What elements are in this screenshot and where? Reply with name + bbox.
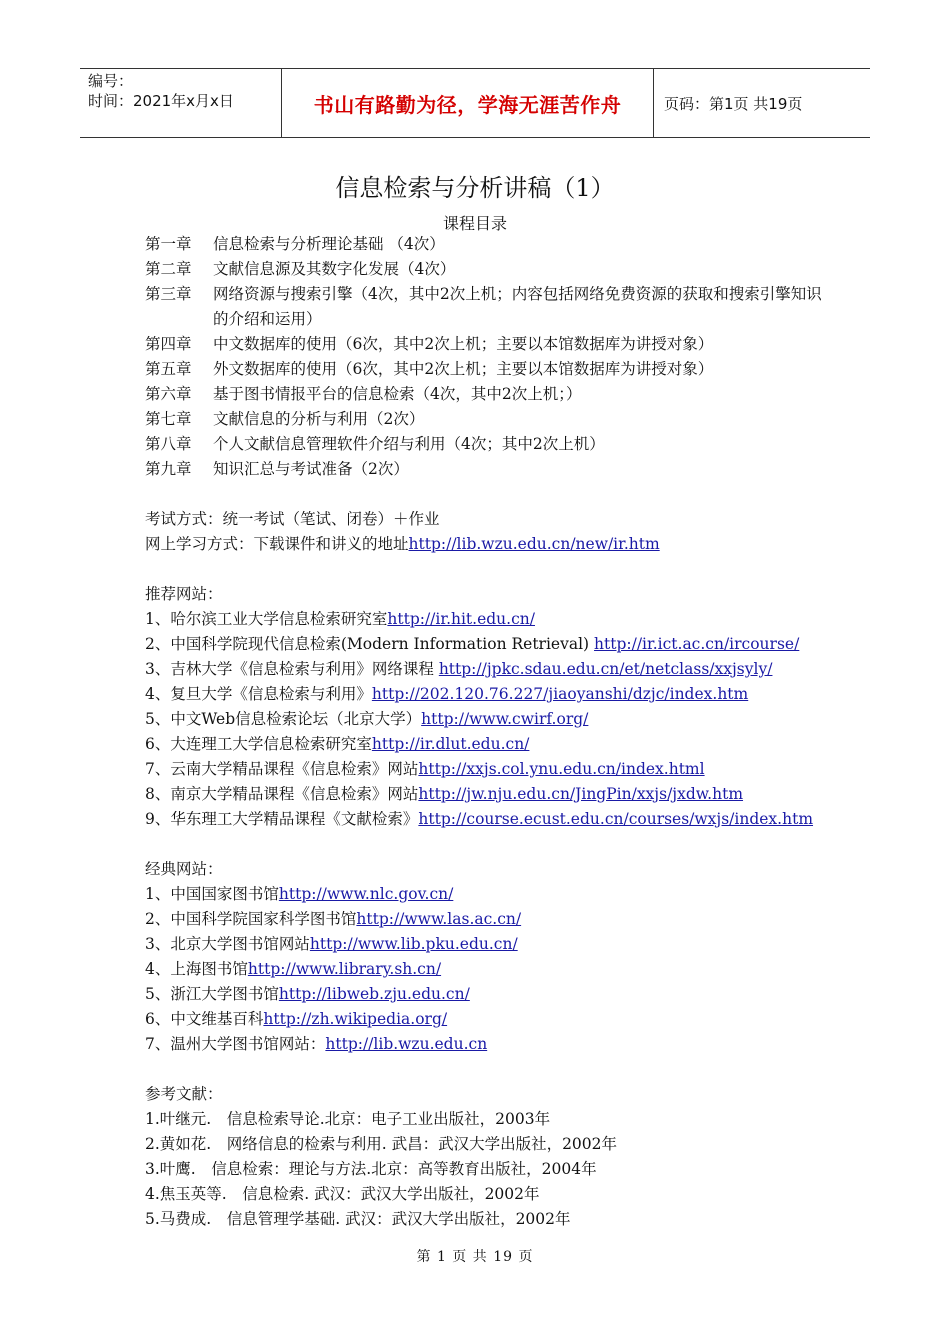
site-name: 6、大连理工大学信息检索研究室 bbox=[145, 735, 372, 753]
site-link[interactable]: http://www.library.sh.cn/ bbox=[247, 960, 442, 978]
site-link[interactable]: http://lib.wzu.edu.cn bbox=[325, 1035, 488, 1053]
toc-chapter-title: 信息检索与分析理论基础 （4次） bbox=[213, 235, 445, 253]
toc-chapter-title: 网络资源与搜索引擎（4次，其中2次上机；内容包括网络免费资源的获取和搜索引擎知识的介绍和运用） bbox=[213, 285, 822, 328]
site-link[interactable]: http://ir.hit.edu.cn/ bbox=[387, 610, 535, 628]
classic-item bbox=[145, 957, 825, 982]
recommended-heading: 推荐网站： bbox=[145, 585, 223, 603]
document-title: 信息检索与分析讲稿（1） bbox=[335, 174, 615, 202]
site-link[interactable]: http://jw.nju.edu.cn/JingPin/xxjs/jxdw.htm bbox=[418, 785, 744, 803]
site-name: 7、云南大学精品课程《信息检索》网站 bbox=[145, 760, 419, 778]
toc-item bbox=[145, 332, 825, 357]
references-heading: 参考文献： bbox=[145, 1085, 223, 1103]
online-study bbox=[145, 532, 825, 557]
classic-heading: 经典网站： bbox=[145, 860, 223, 878]
site-name: 1、中国国家图书馆 bbox=[145, 885, 279, 903]
toc-item bbox=[145, 382, 825, 407]
recommended-item bbox=[145, 682, 825, 707]
site-name: 8、南京大学精品课程《信息检索》网站 bbox=[145, 785, 419, 803]
site-link[interactable]: http://libweb.zju.edu.cn/ bbox=[278, 985, 470, 1003]
site-link[interactable]: http://www.las.ac.cn/ bbox=[356, 910, 522, 928]
toc-chapter-number: 第六章 bbox=[145, 385, 192, 403]
classic-item bbox=[145, 932, 825, 957]
site-name: 4、复旦大学《信息检索与利用》 bbox=[145, 685, 372, 703]
online-study-link[interactable]: http://lib.wzu.edu.cn/new/ir.htm bbox=[408, 535, 660, 553]
site-link[interactable]: http://course.ecust.edu.cn/courses/wxjs/index.htm bbox=[418, 810, 814, 828]
toc-item bbox=[145, 432, 825, 457]
header-motto: 书山有路勤为径，学海无涯苦作舟 bbox=[282, 69, 654, 137]
header-page-info: 页码：第1页 共19页 bbox=[664, 94, 803, 113]
classic-list bbox=[145, 882, 825, 1057]
site-name: 9、华东理工大学精品课程《文献检索》 bbox=[145, 810, 419, 828]
toc-chapter-number: 第五章 bbox=[145, 360, 192, 378]
site-name: 1、哈尔滨工业大学信息检索研究室 bbox=[145, 610, 388, 628]
recommended-list bbox=[145, 607, 825, 832]
toc-chapter-title: 基于图书情报平台的信息检索（4次，其中2次上机；） bbox=[213, 385, 582, 403]
toc-item bbox=[145, 257, 825, 282]
toc-chapter-number: 第四章 bbox=[145, 335, 192, 353]
recommended-item bbox=[145, 707, 825, 732]
site-link[interactable]: http://xxjs.col.ynu.edu.cn/index.html bbox=[418, 760, 705, 778]
site-name: 3、吉林大学《信息检索与利用》网络课程 bbox=[145, 660, 434, 678]
site-name: 2、中国科学院现代信息检索(Modern Information Retrieval) bbox=[145, 635, 590, 653]
toc-chapter-number: 第七章 bbox=[145, 410, 192, 428]
recommended-item bbox=[145, 782, 825, 807]
toc-chapter-title: 外文数据库的使用（6次，其中2次上机；主要以本馆数据库为讲授对象） bbox=[213, 360, 714, 378]
reference-item: 5.马费成. 信息管理学基础. 武汉：武汉大学出版社，2002年 bbox=[145, 1210, 571, 1228]
reference-item: 3.叶鹰. 信息检索：理论与方法.北京：高等教育出版社，2004年 bbox=[145, 1160, 597, 1178]
site-link[interactable]: http://zh.wikipedia.org/ bbox=[263, 1010, 448, 1028]
exam-method: 考试方式：统一考试（笔试、闭卷）＋作业 bbox=[145, 510, 440, 528]
toc-chapter-title: 文献信息的分析与利用（2次） bbox=[213, 410, 425, 428]
classic-item bbox=[145, 1032, 825, 1057]
site-name: 7、温州大学图书馆网站： bbox=[145, 1035, 326, 1053]
page-footer: 第 1 页 共 19 页 bbox=[416, 1249, 534, 1265]
classic-item bbox=[145, 882, 825, 907]
recommended-item bbox=[145, 807, 825, 832]
references-list bbox=[145, 1107, 825, 1232]
toc-chapter-number: 第九章 bbox=[145, 460, 192, 478]
reference-item: 4.焦玉英等. 信息检索. 武汉：武汉大学出版社，2002年 bbox=[145, 1185, 540, 1203]
recommended-item bbox=[145, 657, 825, 682]
site-link[interactable]: http://jpkc.sdau.edu.cn/et/netclass/xxjsyly/ bbox=[438, 660, 773, 678]
classic-item bbox=[145, 1007, 825, 1032]
toc-item bbox=[145, 282, 825, 332]
header-time-label: 时间：2021年x月x日 bbox=[88, 92, 234, 110]
site-name: 4、上海图书馆 bbox=[145, 960, 248, 978]
site-name: 6、中文维基百科 bbox=[145, 1010, 264, 1028]
toc-chapter-number: 第一章 bbox=[145, 235, 192, 253]
toc-chapter-title: 个人文献信息管理软件介绍与利用（4次；其中2次上机） bbox=[213, 435, 605, 453]
classic-item bbox=[145, 907, 825, 932]
site-name: 3、北京大学图书馆网站 bbox=[145, 935, 310, 953]
toc-list bbox=[145, 232, 825, 482]
toc-item bbox=[145, 357, 825, 382]
document-subtitle: 课程目录 bbox=[442, 214, 507, 233]
recommended-item bbox=[145, 632, 825, 657]
classic-item bbox=[145, 982, 825, 1007]
toc-chapter-title: 知识汇总与考试准备（2次） bbox=[213, 460, 409, 478]
site-name: 2、中国科学院国家科学图书馆 bbox=[145, 910, 357, 928]
site-name: 5、中文Web信息检索论坛（北京大学） bbox=[145, 710, 422, 728]
header-meta bbox=[80, 69, 282, 137]
toc-item bbox=[145, 457, 825, 482]
toc-chapter-number: 第三章 bbox=[145, 285, 192, 303]
toc-chapter-title: 文献信息源及其数字化发展（4次） bbox=[213, 260, 456, 278]
toc-chapter-title: 中文数据库的使用（6次，其中2次上机；主要以本馆数据库为讲授对象） bbox=[213, 335, 714, 353]
online-study-label: 网上学习方式：下载课件和讲义的地址 bbox=[145, 535, 409, 553]
page-header bbox=[80, 68, 870, 138]
toc-item bbox=[145, 407, 825, 432]
site-link[interactable]: http://ir.dlut.edu.cn/ bbox=[371, 735, 530, 753]
site-link[interactable]: http://202.120.76.227/jiaoyanshi/dzjc/index.htm bbox=[371, 685, 749, 703]
document-body bbox=[145, 232, 825, 1232]
site-link[interactable]: http://www.cwirf.org/ bbox=[421, 710, 589, 728]
site-link[interactable]: http://ir.ict.ac.cn/ircourse/ bbox=[594, 635, 800, 653]
toc-item bbox=[145, 232, 825, 257]
toc-chapter-number: 第二章 bbox=[145, 260, 192, 278]
recommended-item bbox=[145, 732, 825, 757]
reference-item: 1.叶继元. 信息检索导论.北京：电子工业出版社，2003年 bbox=[145, 1110, 551, 1128]
reference-item: 2.黄如花. 网络信息的检索与利用. 武昌：武汉大学出版社，2002年 bbox=[145, 1135, 618, 1153]
site-link[interactable]: http://www.nlc.gov.cn/ bbox=[278, 885, 454, 903]
recommended-item bbox=[145, 607, 825, 632]
toc-chapter-number: 第八章 bbox=[145, 435, 192, 453]
site-link[interactable]: http://www.lib.pku.edu.cn/ bbox=[309, 935, 518, 953]
header-number-label: 编号： bbox=[88, 72, 134, 90]
site-name: 5、浙江大学图书馆 bbox=[145, 985, 279, 1003]
recommended-item bbox=[145, 757, 825, 782]
